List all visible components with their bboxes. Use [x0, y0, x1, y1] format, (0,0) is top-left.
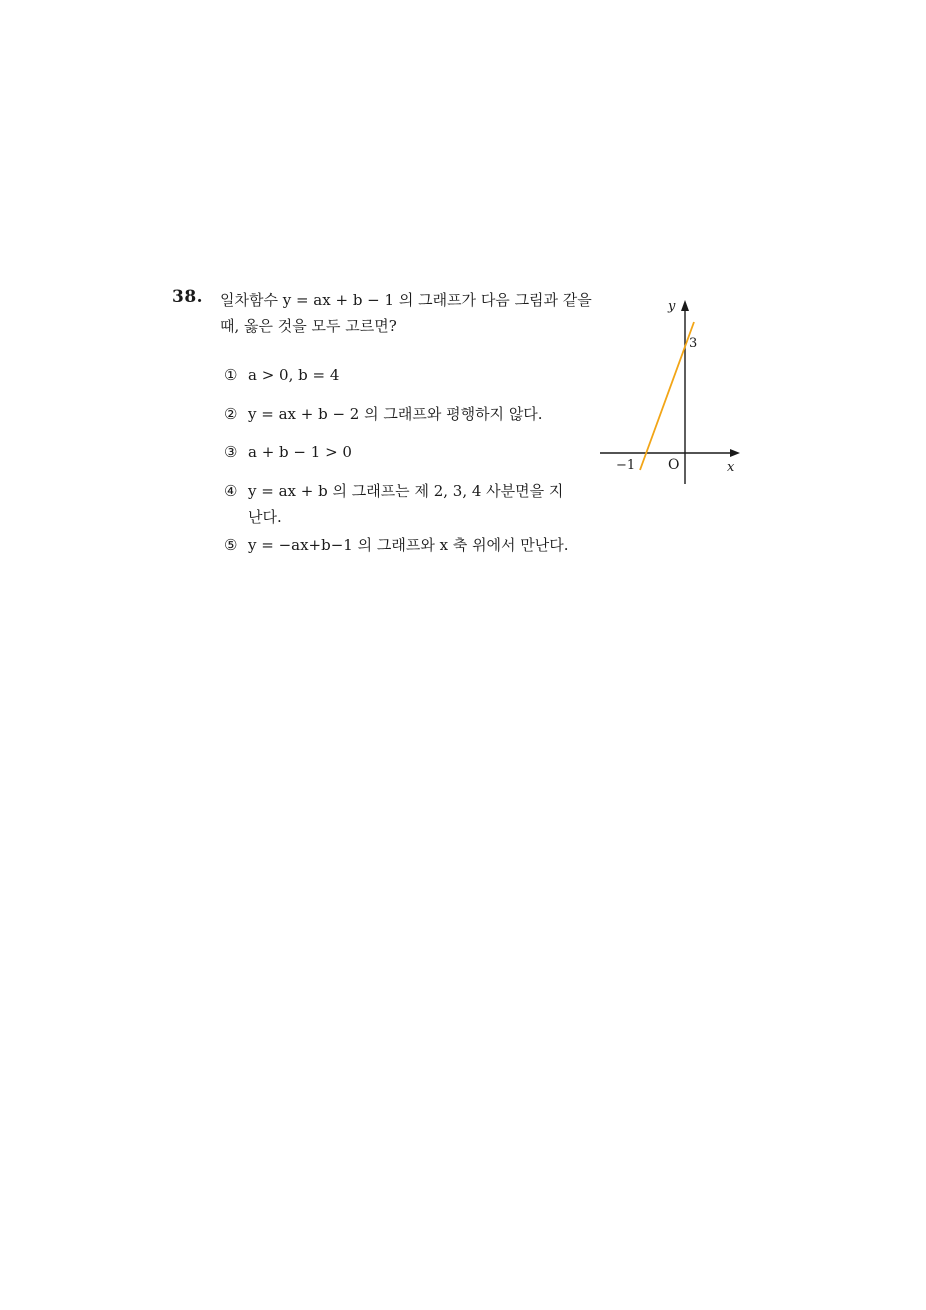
choice-1[interactable] — [224, 362, 339, 388]
choice-3[interactable] — [224, 439, 352, 465]
x-axis-arrow-icon — [730, 449, 740, 457]
choice-2[interactable] — [224, 401, 543, 427]
choice-text: y = −ax+b−1 의 그래프와 x 축 위에서 만난다. — [248, 536, 569, 554]
stem-line-2: 때, 옳은 것을 모두 고르면? — [220, 317, 397, 335]
choice-text: a > 0, b = 4 — [248, 366, 340, 384]
choice-text: y = ax + b − 2 의 그래프와 평행하지 않다. — [248, 405, 543, 423]
y-axis-label: y — [668, 299, 676, 314]
y-intercept-label: 3 — [689, 336, 698, 351]
choice-number: ① — [224, 366, 238, 384]
x-axis-label: x — [727, 460, 735, 475]
stem-line-1: 일차함수 y = ax + b − 1 의 그래프가 다음 그림과 같을 — [220, 291, 592, 309]
choice-5[interactable] — [224, 532, 569, 558]
y-axis-arrow-icon — [681, 300, 689, 311]
function-line — [640, 322, 694, 470]
choice-number: ⑤ — [224, 536, 238, 554]
choice-4[interactable] — [224, 478, 563, 530]
problem-number: 38. — [172, 287, 204, 307]
origin-label: O — [668, 457, 680, 473]
problem-stem — [220, 287, 590, 339]
choice-number: ④ — [224, 482, 238, 500]
choice-number: ③ — [224, 443, 238, 461]
choice-text-continued: 난다. — [248, 508, 282, 526]
coordinate-graph — [596, 292, 746, 492]
choice-text: y = ax + b 의 그래프는 제 2, 3, 4 사분면을 지 — [248, 482, 564, 500]
choice-text: a + b − 1 > 0 — [248, 443, 352, 461]
x-intercept-label: −1 — [616, 458, 636, 473]
choice-number: ② — [224, 405, 238, 423]
